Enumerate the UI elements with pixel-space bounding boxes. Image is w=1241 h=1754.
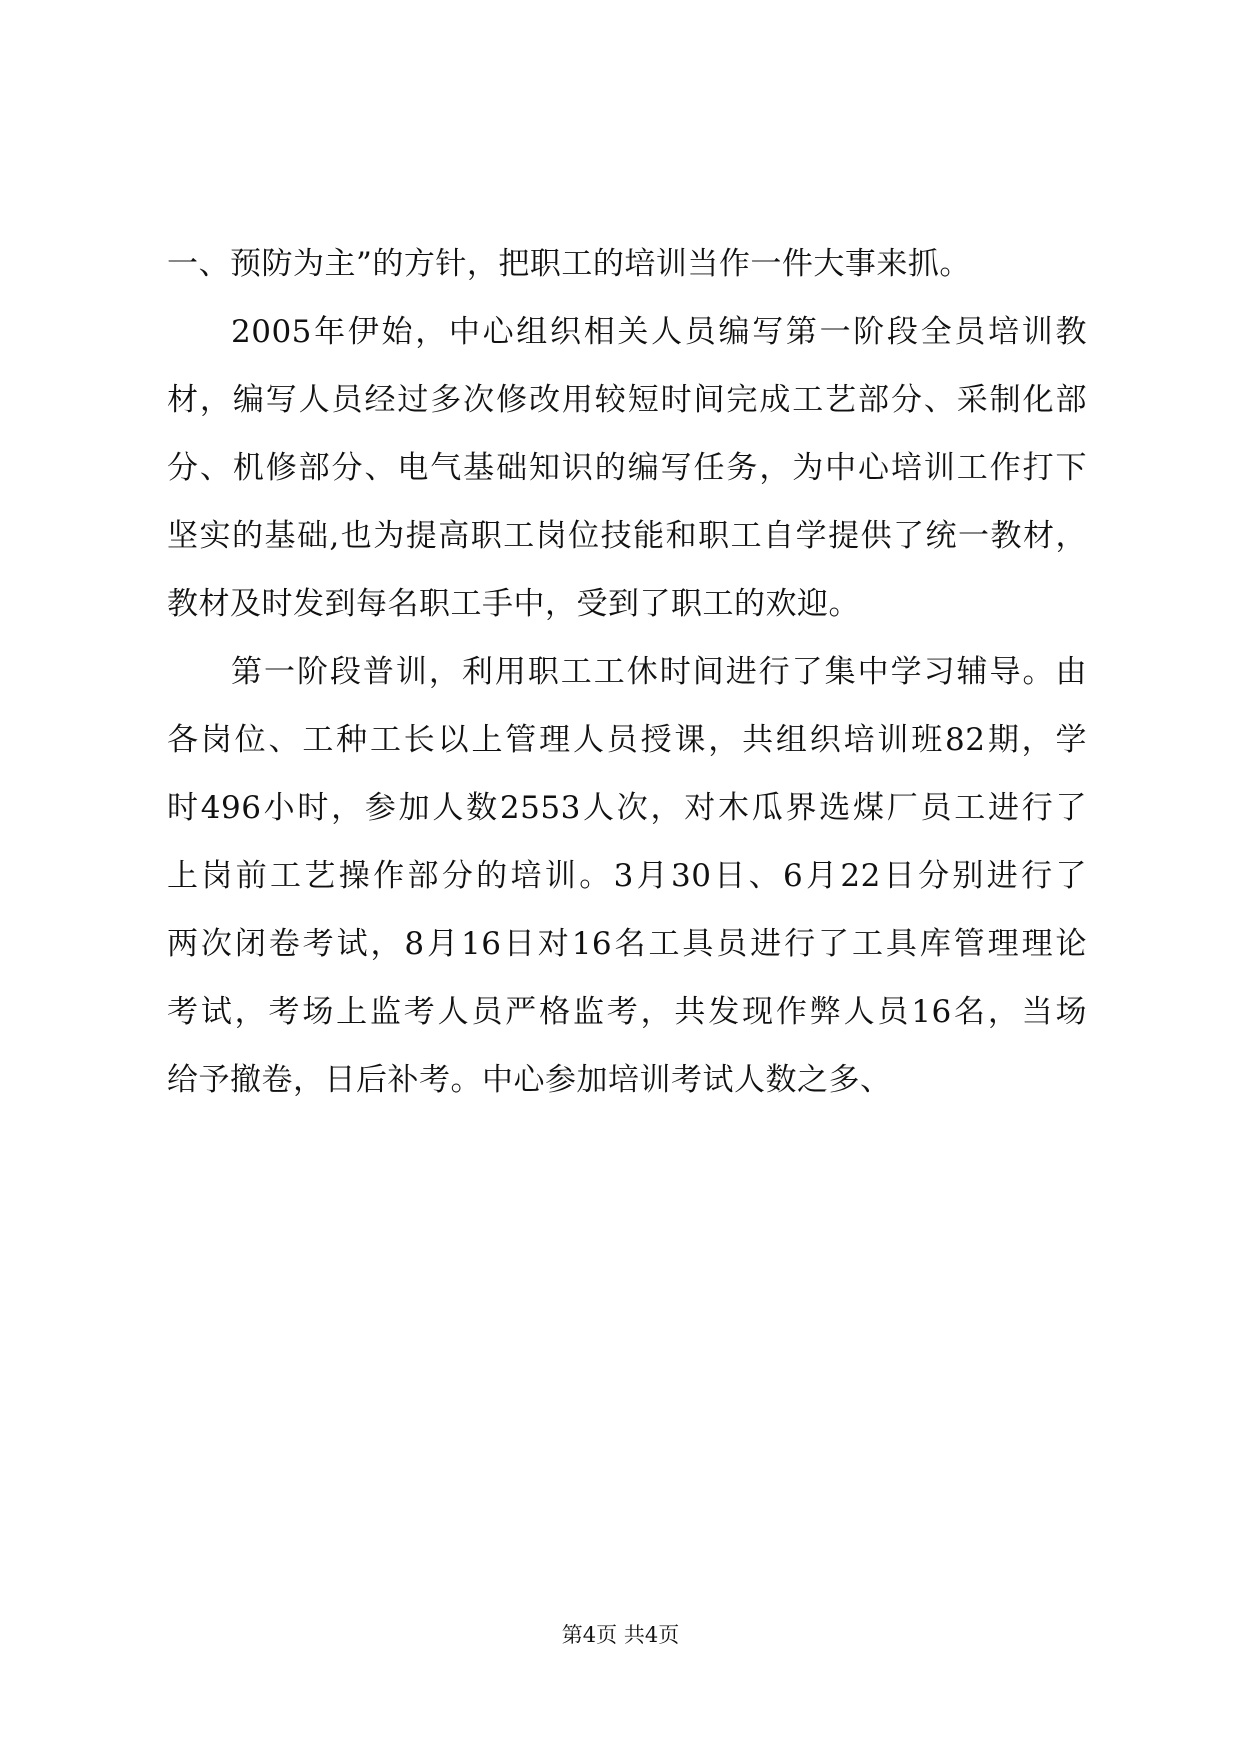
document-body — [167, 230, 1087, 1114]
text-line-5: 坚实的基础,也为提高职工岗位技能和职工自学提供了统一教材， — [167, 518, 1087, 554]
text-line-11: 两次闭卷考试，8月16日对16名工具员进行了工具库管理理论 — [167, 926, 1087, 962]
text-line-2: 2005年伊始，中心组织相关人员编写第一阶段全员培训教 — [231, 314, 1087, 350]
text-line-8: 各岗位、工种工长以上管理人员授课，共组织培训班82期，学 — [167, 722, 1087, 758]
text-line-10: 上岗前工艺操作部分的培训。3月30日、6月22日分别进行了 — [167, 858, 1087, 894]
text-line-1: 一、预防为主”的方针，把职工的培训当作一件大事来抓。 — [167, 246, 971, 282]
text-line-12: 考试，考场上监考人员严格监考，共发现作弊人员16名，当场 — [167, 994, 1087, 1030]
text-line-13: 给予撤卷，日后补考。中心参加培训考试人数之多、 — [167, 1062, 892, 1098]
text-line-6: 教材及时发到每名职工手中，受到了职工的欢迎。 — [167, 586, 860, 622]
text-line-3: 材，编写人员经过多次修改用较短时间完成工艺部分、采制化部 — [167, 382, 1087, 418]
text-line-7: 第一阶段普训，利用职工工休时间进行了集中学习辅导。由 — [231, 654, 1087, 690]
text-line-4: 分、机修部分、电气基础知识的编写任务，为中心培训工作打下 — [167, 450, 1087, 486]
page-number-footer: 第4页 共4页 — [561, 1623, 680, 1647]
text-line-9: 时496小时，参加人数2553人次，对木瓜界选煤厂员工进行了 — [167, 790, 1087, 826]
